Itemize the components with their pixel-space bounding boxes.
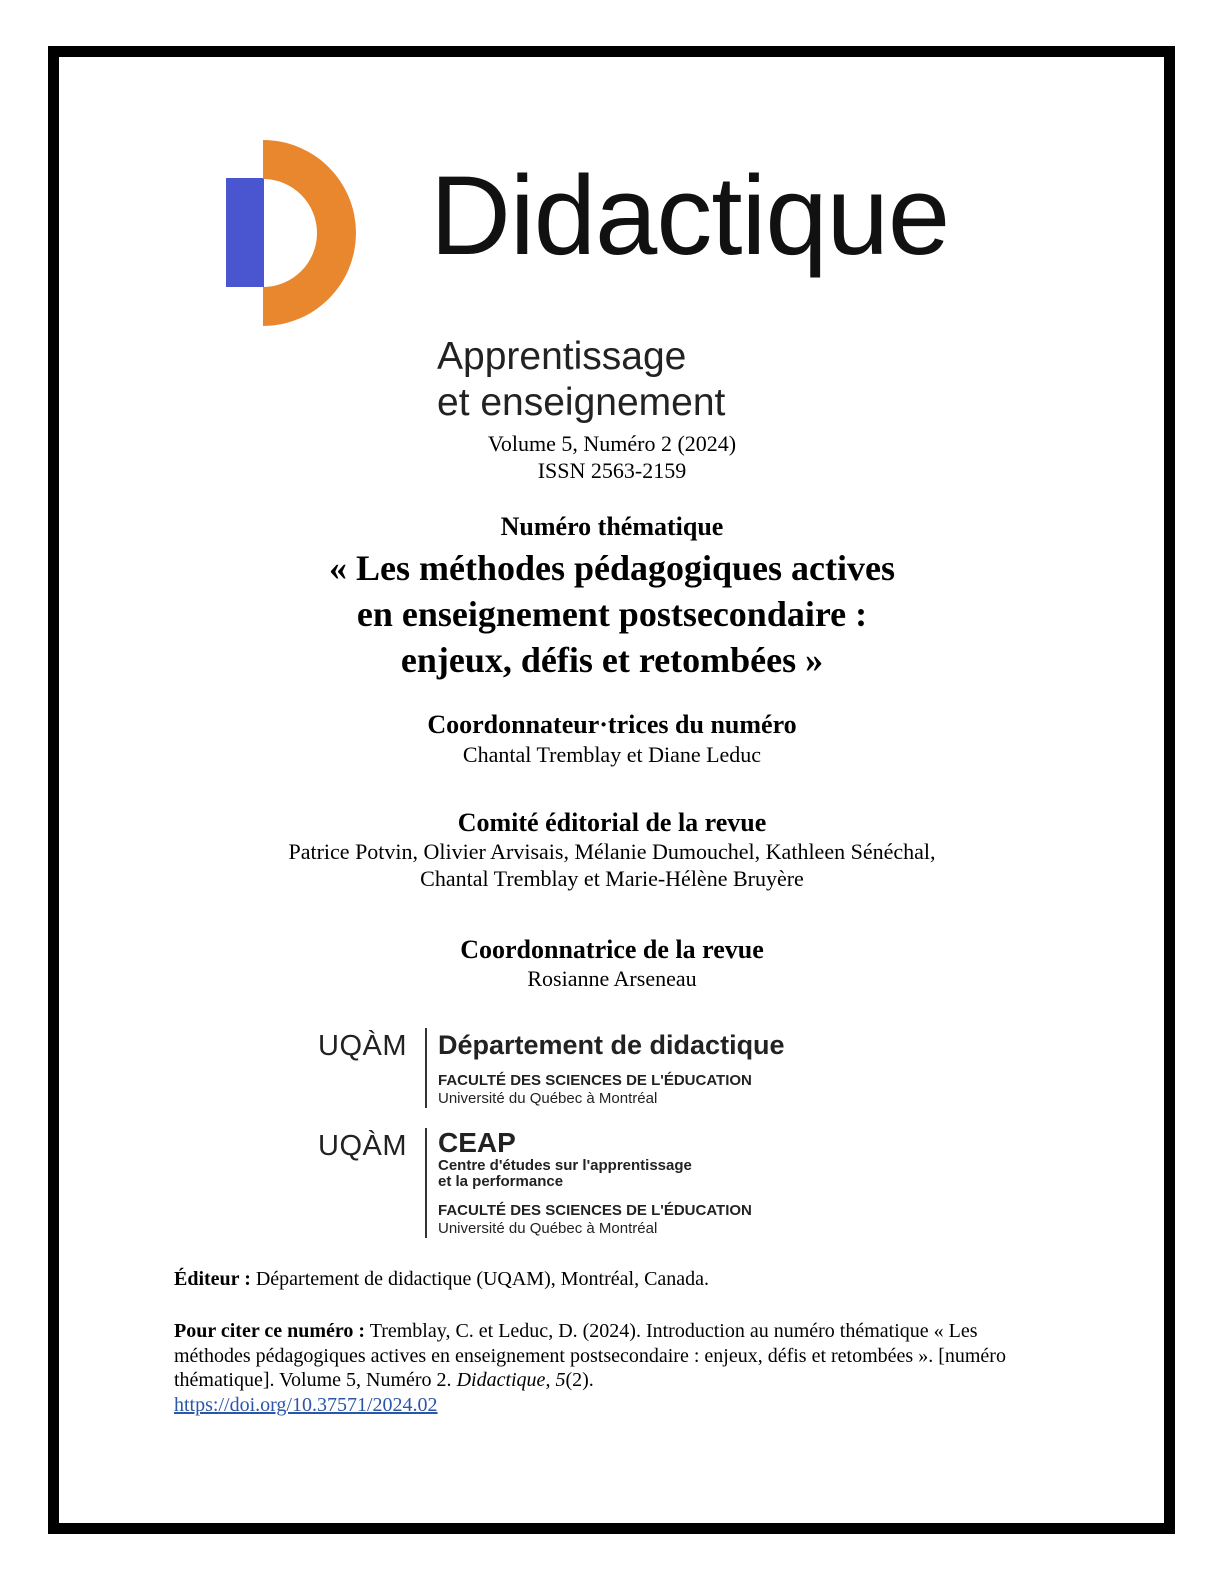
editorial-committee-heading: Comité éditorial de la revue [457,808,767,837]
theme-title-line-1: « Les méthodes pédagogiques actives [329,548,895,588]
journal-coordinator-name: Rosianne Arseneau [527,966,697,991]
uqam-wordmark: UQÀM [318,1030,407,1062]
didactique-logo-icon [226,140,356,326]
committee-names-line-2: Chantal Tremblay et Marie-Hélène Bruyère [420,866,804,891]
logo-divider [425,1128,427,1238]
publisher-label: Éditeur : [174,1268,251,1290]
ceap-text [438,1128,752,1238]
citation-label: Pour citer ce numéro : [174,1320,366,1342]
citation-issue: (2). [565,1369,594,1391]
dept-name: Département de didactique [438,1030,785,1060]
logo-orange-arc [263,140,356,326]
uqam-wordmark: UQÀM [318,1130,407,1162]
subtitle-line-2: et enseignement [437,381,726,424]
dept-faculty: FACULTÉ DES SCIENCES DE L'ÉDUCATION [438,1072,752,1089]
dept-text [438,1028,785,1108]
journal-coordinator-heading: Coordonnatrice de la revue [460,935,764,964]
committee-names-line-1: Patrice Potvin, Olivier Arvisais, Mélanie Dumouchel, Kathleen Sénéchal, [288,839,936,864]
issn: ISSN 2563-2159 [537,458,687,483]
theme-title-line-2: en enseignement postsecondaire : [356,594,868,634]
citation-journal: Didactique [456,1369,546,1391]
publisher-text: Département de didactique (UQAM), Montréal, Canada. [250,1268,710,1290]
journal-subtitle [437,334,725,426]
citation-text: Tremblay, C. et Leduc, D. (2024). Introduction au numéro thématique « Les méthodes pédagogiques actives en enseignement postsecondaire : enjeux, défis et retombées ». [numéro thématique]. Volume 5, Numéro 2. [174,1320,1006,1391]
publisher-line [174,1267,709,1291]
thematic-label: Numéro thématique [500,512,724,541]
doi-link[interactable]: https://doi.org/10.37571/2024.02 [174,1393,438,1416]
theme-title-line-3: enjeux, défis et retombées » [400,640,824,680]
logo-blue-bar [226,178,264,287]
journal-title: Didactique [430,153,950,278]
ceap-subtitle-line-2: et la performance [438,1173,564,1190]
subtitle-line-1: Apprentissage [437,335,687,378]
logo-divider [425,1028,427,1108]
citation-sep: , [545,1369,556,1391]
ceap-faculty: FACULTÉ DES SCIENCES DE L'ÉDUCATION [438,1202,752,1219]
citation [174,1319,1024,1417]
theme-title [0,545,1224,683]
ceap-name: CEAP [438,1127,516,1158]
editorial-committee-names [0,838,1224,892]
volume-info: Volume 5, Numéro 2 (2024) [487,431,737,456]
citation-volume: 5 [555,1369,566,1391]
ceap-subtitle-line-1: Centre d'études sur l'apprentissage [438,1157,692,1174]
dept-university: Université du Québec à Montréal [438,1090,658,1107]
coordinators-names: Chantal Tremblay et Diane Leduc [462,742,762,767]
ceap-university: Université du Québec à Montréal [438,1220,658,1237]
coordinators-heading: Coordonnateur·trices du numéro [427,710,797,739]
